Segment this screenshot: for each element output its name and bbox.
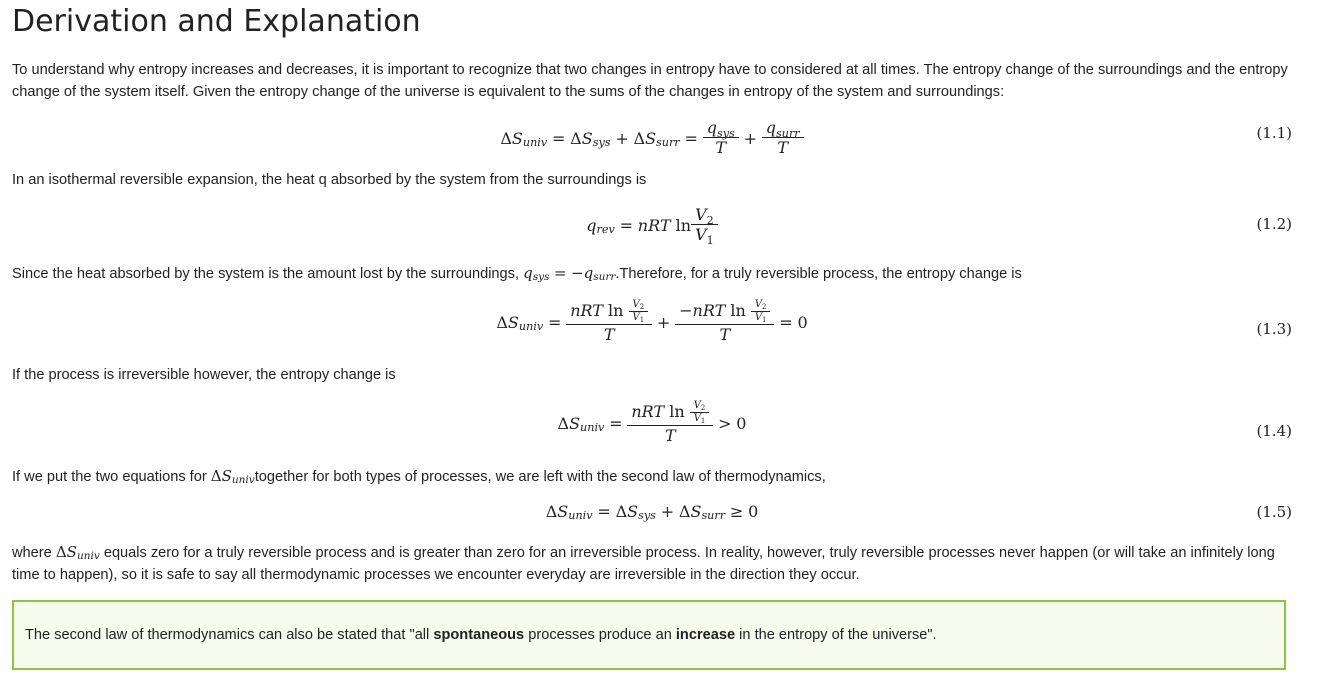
inline-math-dsuniv: Δ S univ bbox=[210, 467, 255, 486]
equation-number: (1.4) bbox=[1256, 422, 1292, 440]
equation-1-3-math: Δ S univ = nRT ln $\frac{V_2}{V_1}$ T + −nRT ln $\frac{V_2}{V_1}$ T = 0 bbox=[496, 299, 808, 345]
equation-1-3 bbox=[12, 295, 1292, 357]
equation-1-4-math: Δ S univ = nRT ln $\frac{V_2}{V_1}$ T > 0 bbox=[557, 400, 747, 446]
equation-number: (1.1) bbox=[1256, 124, 1292, 142]
paragraph-conclusion: where Δ S univ equals zero for a truly reversible process and is greater than zero for an irreversible process. In reality, however, truly reversible processes never happen (or will take an infinitely long time to happen), so it is safe to say all thermodynamic processes we encounter everyday are irreversible in the direction they occur. bbox=[12, 543, 1275, 583]
callout-text: The second law of thermodynamics can also be stated that "all spontaneous processes produce an increase in the entropy of the universe". bbox=[25, 627, 937, 643]
equation-number: (1.3) bbox=[1256, 320, 1292, 338]
equation-1-1 bbox=[12, 114, 1292, 158]
paragraph-second-law: If we put the two equations for Δ S univ together for both types of processes, we are left with the second law of thermodynamics, bbox=[12, 467, 826, 486]
equation-1-5-math: Δ S univ = Δ S sys + Δ S surr ≥ 0 bbox=[545, 502, 759, 522]
section-title: Derivation and Explanation bbox=[12, 4, 421, 39]
equation-1-5 bbox=[12, 500, 1292, 528]
paragraph-isothermal: In an isothermal reversible expansion, the heat q absorbed by the system from the surroundings is bbox=[12, 172, 647, 188]
equation-number: (1.2) bbox=[1256, 215, 1292, 233]
equation-1-2-math: q rev = nRT ln $\frac{V_2}{V_1}$ bbox=[12, 205, 1292, 245]
equation-number: (1.5) bbox=[1256, 503, 1292, 521]
callout-box bbox=[12, 600, 1286, 670]
paragraph-heat-lost: Since the heat absorbed by the system is the amount lost by the surroundings, q sys = − q surr .Therefore, for a truly reversible process, the entropy change is bbox=[12, 264, 1022, 283]
equation-1-1-math: Δ S univ = Δ S sys + Δ S surr = $\frac{q_{sys}}{T}$ + $\frac{q_{surr}}{T}$ bbox=[12, 118, 1292, 158]
equation-1-2 bbox=[12, 203, 1292, 247]
paragraph-intro: To understand why entropy increases and decreases, it is important to recognize that two changes in entropy have to considered at all times. The entropy change of the surroundings and the entropy change of the system itself. Given the entropy change of the universe is equivalent to the sums of the changes in entropy of the system and surroundings: bbox=[12, 62, 1288, 100]
inline-math-qsys: q sys = − q surr bbox=[523, 264, 616, 283]
equation-1-4 bbox=[12, 396, 1292, 458]
paragraph-irreversible: If the process is irreversible however, the entropy change is bbox=[12, 367, 396, 383]
inline-math-dsuniv: Δ S univ bbox=[55, 543, 100, 562]
